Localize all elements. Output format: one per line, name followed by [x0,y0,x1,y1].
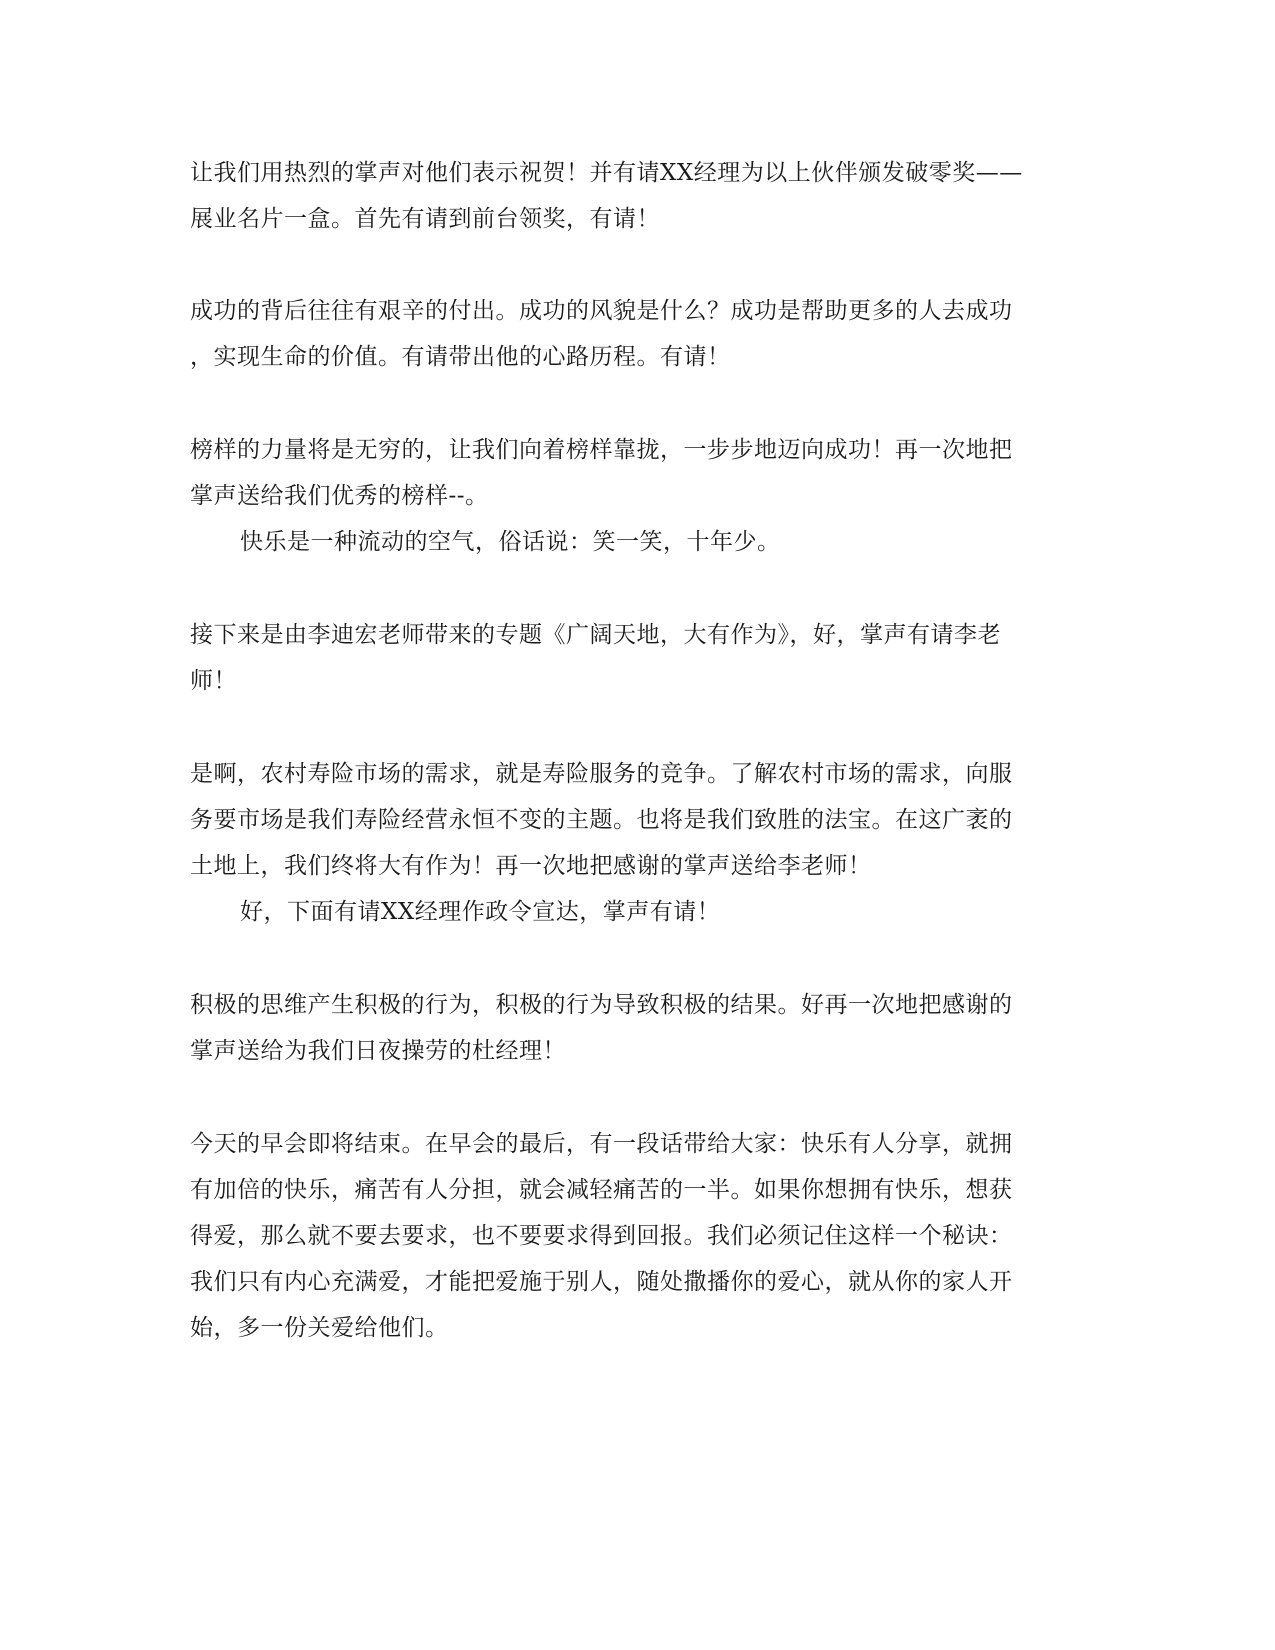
text-line: 得爱，那么就不要去要求，也不要要求得到回报。我们必须记住这样一个秘诀： [190,1223,1013,1249]
text-line: 是啊，农村寿险市场的需求，就是寿险服务的竞争。了解农村市场的需求，向服 [190,761,1013,787]
text-line: 让我们用热烈的掌声对他们表示祝贺！并有请XX经理为以上伙伴颁发破零奖—— [190,160,1023,186]
text-line: 务要市场是我们寿险经营永恒不变的主题。也将是我们致胜的法宝。在这广袤的 [190,807,1013,833]
text-line: 成功的背后往往有艰辛的付出。成功的风貌是什么？成功是帮助更多的人去成功 [190,298,1013,324]
text-line: 我们只有内心充满爱，才能把爱施于别人，随处撒播你的爱心，就从你的家人开 [190,1269,1013,1295]
text-line: 土地上，我们终将大有作为！再一次地把感谢的掌声送给李老师！ [190,853,872,879]
text-line: 掌声送给我们优秀的榜样--。 [190,483,489,509]
text-line: 积极的思维产生积极的行为，积极的行为导致积极的结果。好再一次地把感谢的 [190,992,1013,1018]
text-line: 榜样的力量将是无穷的，让我们向着榜样靠拢，一步步地迈向成功！再一次地把 [190,437,1013,463]
text-line: 掌声送给为我们日夜操劳的杜经理！ [190,1038,566,1064]
text-line: ，实现生命的价值。有请带出他的心路历程。有请！ [190,344,731,370]
text-line: 展业名片一盒。首先有请到前台领奖，有请！ [190,206,660,232]
text-line: 好，下面有请XX经理作政令宣达，掌声有请！ [240,899,721,925]
text-line: 有加倍的快乐，痛苦有人分担，就会减轻痛苦的一半。如果你想拥有快乐，想获 [190,1177,1013,1203]
text-line: 今天的早会即将结束。在早会的最后，有一段话带给大家：快乐有人分享，就拥 [190,1131,1013,1157]
text-line: 快乐是一种流动的空气，俗话说：笑一笑，十年少。 [240,529,781,555]
text-line: 师！ [190,668,237,694]
text-line: 始，多一份关爱给他们。 [190,1315,449,1341]
text-line: 接下来是由李迪宏老师带来的专题《广阔天地，大有作为》，好，掌声有请李老 [190,622,1001,648]
